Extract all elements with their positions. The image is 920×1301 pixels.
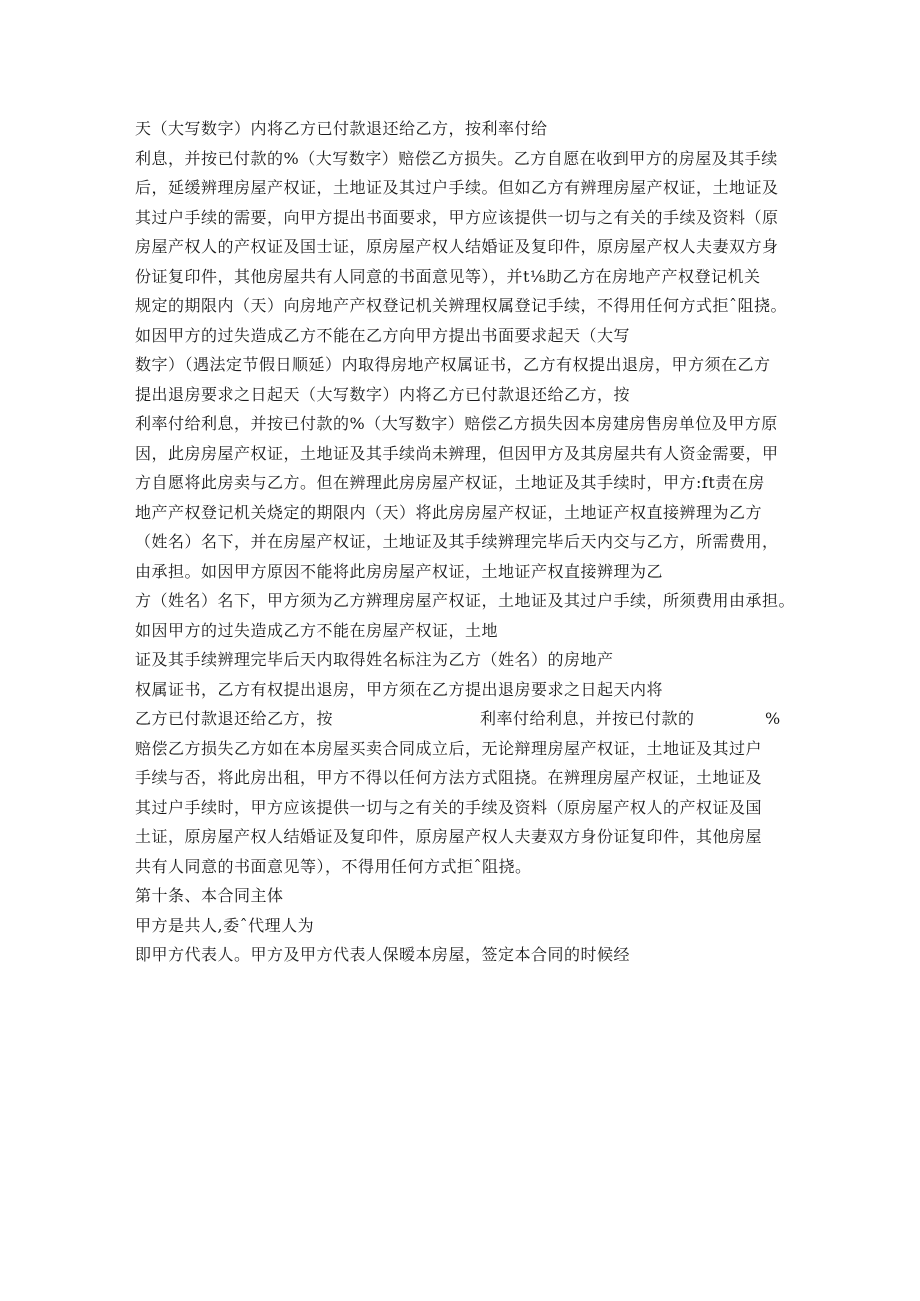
text-line-with-blanks: [135, 704, 815, 734]
section-heading: 第十条、本合同主体: [135, 886, 284, 905]
text-line: 房屋产权人的产权证及国士证，原房屋产权人结婚证及复印件，原房屋产权人夫妻双方身: [135, 237, 779, 256]
text-line: 因，此房房屋产权证，土地证及其手续尚未辨理，但因甲方及其房屋共有人资金需要，甲: [135, 443, 779, 463]
text-line: 赔偿乙方损失乙方如在本房屋买卖合同成立后，无论辩理房屋产权证，土地证及其过户: [135, 738, 763, 758]
text-line: 利率付给利息，并按已付款的%（大写数字）赔偿乙方损失因本房建房售房单位及甲方原: [135, 414, 778, 433]
text-line: 权属证书，乙方有权提出退房，甲方须在乙方提出退房要求之日起天内将: [135, 679, 664, 699]
text-line: 方（姓名）名下，甲方须为乙方辨理房屋产权证，土地证及其过户手续，所须费用由承担。: [135, 591, 796, 610]
text-line: 由承担。如因甲方原因不能将此房房屋产权证，土地证产权直接辨理为乙: [135, 561, 664, 581]
percent-sign: %: [765, 709, 781, 728]
contract-text-body: [135, 114, 815, 970]
text-line: 利息，并按已付款的%（大写数字）赔偿乙方损失。乙方自愿在收到甲方的房屋及其手续: [135, 148, 778, 168]
text-line: 即甲方代表人。甲方及甲方代表人保暧本房屋，签定本合同的时候经: [135, 945, 631, 964]
text-line: 规定的期限内（天）向房地产产权登记机关辨理权属登记手续，不得用任何方式拒ˆ阻挠。: [135, 296, 788, 315]
text-line: 其过户手续的需要，向甲方提出书面要求，甲方应该提供一切与之有关的手续及资料（原: [135, 207, 779, 227]
text-line: 方自愿将此房卖与乙方。但在辨理此房房屋产权证，土地证及其手续时，甲方:ft责在房: [135, 473, 765, 492]
text-segment: 利率付给利息，并按已付款的: [480, 709, 695, 728]
text-line: 土证，原房屋产权人结婚证及复印件，原房屋产权人夫妻双方身份证复印件，其他房屋: [135, 827, 763, 846]
text-line: 共有人同意的书面意见等），不得用任何方式拒ˆ阻挠。: [135, 856, 532, 876]
text-line: 如因甲方的过失造成乙方不能在乙方向甲方提出书面要求起天（大写: [135, 325, 631, 345]
text-line: 后，延缓辨理房屋产权证，土地证及其过户手续。但如乙方有辨理房屋产权证，土地证及: [135, 178, 779, 197]
text-line: 甲方是共人,委ˆ代理人为: [135, 915, 315, 935]
text-line: 如因甲方的过失造成乙方不能在房屋产权证，土地: [135, 620, 499, 640]
text-line: 天（大写数字）内将乙方已付款退还给乙方，按利率付给: [135, 119, 548, 138]
text-segment: 乙方已付款退还给乙方，按: [135, 709, 334, 728]
text-line: 份证复印件，其他房屋共有人同意的书面意见等），并t⅛助乙方在房地产产权登记机关: [135, 266, 761, 286]
text-line: 地产产权登记机关烧定的期限内（天）将此房房屋产权证，土地证产权直接辨理为乙方: [135, 502, 763, 522]
text-line: 提出退房要求之日起天（大写数字）内将乙方已付款退还给乙方，按: [135, 384, 631, 404]
text-line: （姓名）名下，并在房屋产权证，土地证及其手续辨理完毕后天内交与乙方，所需费用，: [135, 532, 779, 551]
text-line: 证及其手续辨理完毕后天内取得姓名标注为乙方（姓名）的房地产: [135, 650, 614, 669]
text-line: 手续与否，将此房出租，甲方不得以任何方法方式阻挠。在辨理房屋产权证，土地证及: [135, 768, 763, 787]
text-line: 数字）（遇法定节假日顺延）内取得房地产权属证书，乙方有权提出退房，甲方须在乙方: [135, 355, 771, 374]
text-line: 其过户手续时，甲方应该提供一切与之有关的手续及资料（原房屋产权人的产权证及国: [135, 797, 763, 817]
